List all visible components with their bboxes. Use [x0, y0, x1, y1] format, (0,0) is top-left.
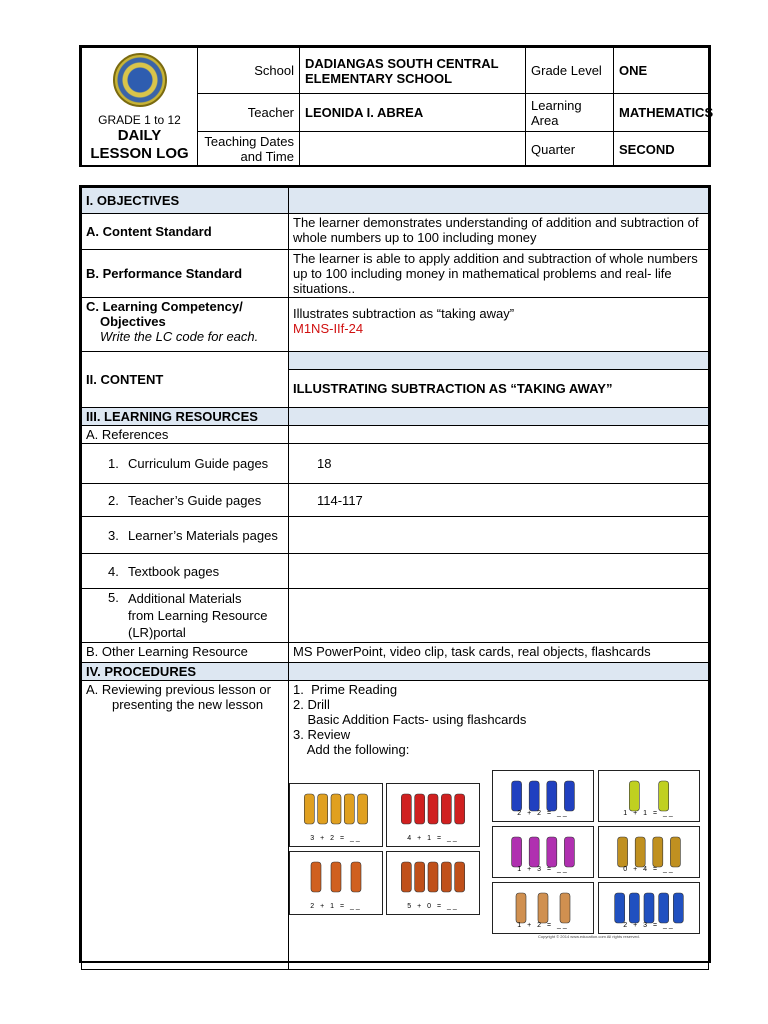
task-card: 2 + 2 = __	[492, 770, 594, 822]
counting-object	[351, 862, 361, 892]
resource-item: 4. Textbook pages	[82, 554, 289, 589]
counting-object	[529, 837, 539, 867]
counting-object	[358, 794, 368, 824]
counting-object	[344, 794, 354, 824]
procedure-a-label: A. Reviewing previous lesson or presenting the new lesson	[82, 681, 289, 970]
resource-value	[289, 554, 709, 589]
task-card: 1 + 2 = __	[492, 882, 594, 934]
counting-object	[455, 862, 465, 892]
counting-object	[659, 893, 669, 923]
counting-object	[304, 794, 314, 824]
counting-object	[629, 893, 639, 923]
content-heading: II. CONTENT	[82, 352, 289, 408]
counting-object	[670, 837, 680, 867]
card-picture	[393, 858, 473, 896]
school-value: DADIANGAS SOUTH CENTRAL ELEMENTARY SCHOOL	[300, 48, 526, 94]
card-picture	[393, 790, 473, 828]
school-label: School	[198, 48, 300, 94]
card-objects	[296, 790, 376, 828]
procedure-step: 3. Review	[293, 727, 351, 742]
lc-code: M1NS-IIf-24	[293, 321, 364, 336]
grade-level-label: Grade Level	[526, 48, 614, 94]
task-card: 4 + 1 = __	[386, 783, 480, 847]
other-resource-label: B. Other Learning Resource	[82, 643, 289, 663]
counting-object	[331, 794, 341, 824]
task-card: 1 + 1 = __	[598, 770, 700, 822]
counting-object	[538, 893, 548, 923]
resource-item: 5. Additional Materials from Learning Resource (LR)portal	[82, 589, 289, 643]
counting-object	[512, 837, 522, 867]
counting-object	[629, 781, 639, 811]
card-objects	[393, 790, 473, 828]
task-card: 2 + 3 = __	[598, 882, 700, 934]
counting-object	[512, 781, 522, 811]
quarter-label: Quarter	[526, 132, 614, 167]
teaching-dates-value	[300, 132, 526, 167]
counting-object	[428, 794, 438, 824]
learning-competency-text: Illustrates subtraction as “taking away” M1NS-IIf-24	[289, 298, 709, 352]
learning-area-value: MATHEMATICS	[614, 94, 709, 132]
counting-object	[564, 781, 574, 811]
procedures-heading: IV. PROCEDURES	[82, 663, 289, 681]
counting-object	[547, 837, 557, 867]
procedure-step: Add the following:	[293, 742, 410, 757]
counting-object	[331, 862, 341, 892]
deped-seal-icon	[113, 53, 167, 107]
teacher-value: LEONIDA I. ABREA	[300, 94, 526, 132]
grade-span: GRADE 1 to 12	[98, 113, 181, 127]
card-objects	[393, 858, 473, 896]
counting-object	[401, 862, 411, 892]
counting-object	[635, 837, 645, 867]
counting-object	[441, 794, 451, 824]
task-card: 1 + 3 = __	[492, 826, 594, 878]
quarter-value: SECOND	[614, 132, 709, 167]
performance-standard-label: B. Performance Standard	[82, 250, 289, 298]
learning-area-label: Learning Area	[526, 94, 614, 132]
resource-item: 2. Teacher’s Guide pages	[82, 484, 289, 517]
resource-value	[289, 589, 709, 643]
content-standard-label: A. Content Standard	[82, 214, 289, 250]
resource-value	[289, 517, 709, 554]
copyright-note: Copyright © 2014 www.education.com All rights reserved.	[538, 934, 640, 939]
counting-object	[547, 781, 557, 811]
procedure-step: 2. Drill	[293, 697, 330, 712]
card-objects	[296, 858, 376, 896]
counting-object	[564, 837, 574, 867]
counting-object	[516, 893, 526, 923]
objectives-heading: I. OBJECTIVES	[82, 188, 289, 214]
learning-competency-label: C. Learning Competency/ Objectives Write the LC code for each.	[82, 298, 289, 352]
resource-item: 1. Curriculum Guide pages	[82, 444, 289, 484]
counting-object	[455, 794, 465, 824]
counting-object	[415, 862, 425, 892]
counting-object	[318, 794, 328, 824]
counting-object	[618, 837, 628, 867]
content-standard-text: The learner demonstrates understanding of addition and subtraction of whole numbers up to 100 including money	[289, 214, 709, 250]
card-picture	[296, 790, 376, 828]
task-card: 3 + 2 = __	[289, 783, 383, 847]
other-resource-value: MS PowerPoint, video clip, task cards, real objects, flashcards	[289, 643, 709, 663]
procedure-step: Basic Addition Facts- using flashcards	[293, 712, 527, 727]
resource-item: 3. Learner’s Materials pages	[82, 517, 289, 554]
doc-title-lesson-log: LESSON LOG	[90, 145, 189, 162]
resource-value: 114-117	[289, 484, 709, 517]
resource-value: 18	[289, 444, 709, 484]
task-card: 5 + 0 = __	[386, 851, 480, 915]
grade-level-value: ONE	[614, 48, 709, 94]
deped-logo-cell	[82, 48, 198, 167]
teaching-dates-label: Teaching Dates and Time	[198, 132, 300, 167]
counting-object	[529, 781, 539, 811]
counting-object	[441, 862, 451, 892]
counting-object	[653, 837, 663, 867]
header-table	[79, 45, 714, 167]
procedure-step: 1. Prime Reading	[293, 682, 398, 697]
card-picture	[296, 858, 376, 896]
counting-object	[560, 893, 570, 923]
task-card: 0 + 4 = __	[598, 826, 700, 878]
counting-object	[644, 893, 654, 923]
counting-object	[428, 862, 438, 892]
doc-title-daily: DAILY	[117, 127, 162, 144]
performance-standard-text: The learner is able to apply addition and subtraction of whole numbers up to 100 including money in mathematical problems and real- life situations..	[289, 250, 709, 298]
counting-object	[615, 893, 625, 923]
task-card: 2 + 1 = __	[289, 851, 383, 915]
counting-object	[415, 794, 425, 824]
teacher-label: Teacher	[198, 94, 300, 132]
counting-object	[311, 862, 321, 892]
counting-object	[401, 794, 411, 824]
counting-object	[659, 781, 669, 811]
counting-object	[673, 893, 683, 923]
learning-resources-heading: III. LEARNING RESOURCES	[82, 408, 289, 426]
content-text: ILLUSTRATING SUBTRACTION AS “TAKING AWAY”	[289, 370, 709, 408]
references-label: A. References	[82, 426, 289, 444]
